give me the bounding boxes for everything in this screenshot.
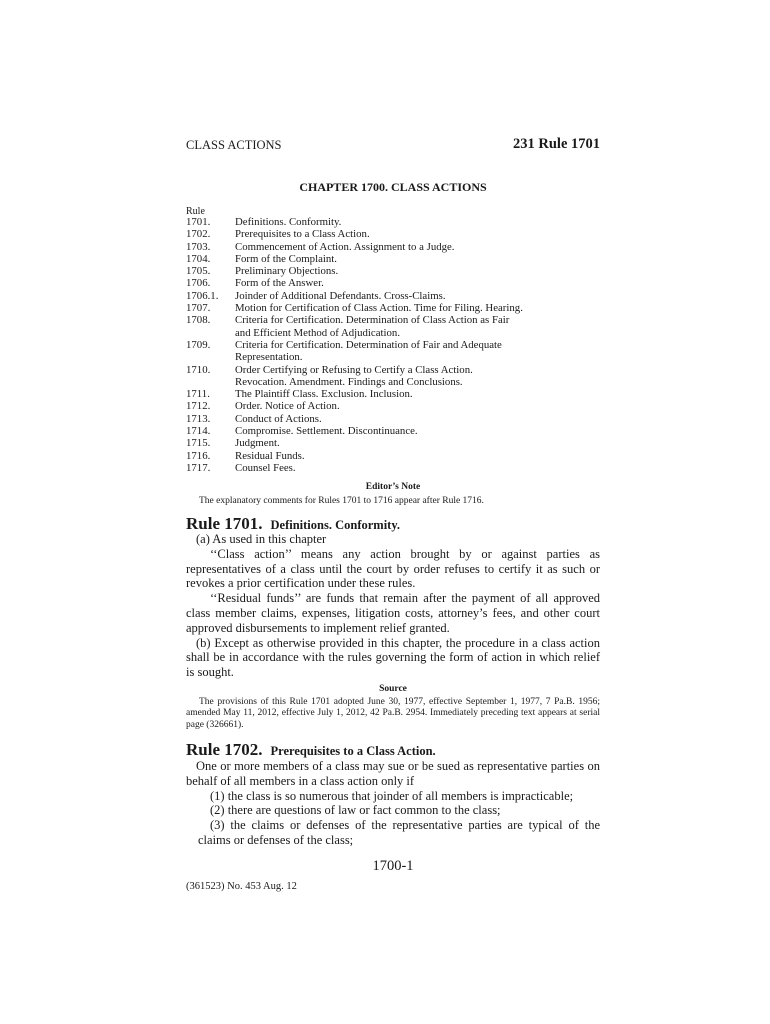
page-number: 1700-1	[372, 858, 414, 874]
rule-1701-heading	[186, 514, 600, 534]
toc-row	[186, 314, 600, 326]
toc-row	[186, 425, 600, 437]
source-text: The provisions of this Rule 1701 adopted June 30, 1977, effective September 1, 1977, 7 Pa.B. 1956; amended May 11, 2012, effective July 1, 2012, 42 Pa.B. 2954. Immediately preceding text appears at serial page (326661).	[186, 697, 600, 730]
editors-note-heading: Editor’s Note	[365, 482, 421, 492]
running-head-left: CLASS ACTIONS	[186, 138, 282, 152]
toc-rule-title: Representation.	[235, 351, 303, 364]
rule-1701-class-action-definition: ‘‘Class action’’ means any action brought by or against parties as representatives of a class until the court by order refuses to certify it as such or revokes a prior certification under these rules.	[186, 546, 600, 591]
toc-rule-number: 1708.	[186, 314, 211, 327]
toc-rule-number	[186, 351, 235, 363]
rule-1702-intro: One or more members of a class may sue or be sued as representative parties on behalf of all members in a class action only if	[186, 759, 600, 788]
editors-note-text: The explanatory comments for Rules 1701 to 1716 appear after Rule 1716.	[199, 496, 484, 506]
running-head-right: 231 Rule 1701	[513, 136, 600, 152]
toc-rule-title: The Plaintiff Class. Exclusion. Inclusion.	[235, 388, 413, 401]
toc-rule-title: Prerequisites to a Class Action.	[235, 228, 370, 241]
source-heading: Source	[379, 684, 407, 694]
toc-rule-title: Revocation. Amendment. Findings and Conclusions.	[235, 375, 463, 388]
toc-row	[186, 290, 600, 302]
toc-rule-number: 1711.	[186, 388, 210, 401]
toc-row	[186, 376, 600, 388]
chapter-title: CHAPTER 1700. CLASS ACTIONS	[299, 180, 487, 194]
rule-1702-number: Rule 1702.	[186, 740, 263, 759]
toc-rule-title: Compromise. Settlement. Discontinuance.	[235, 425, 418, 438]
toc-rule-title: Motion for Certification of Class Action. Time for Filing. Hearing.	[235, 302, 523, 315]
rule-contents-list	[186, 216, 600, 474]
rule-1702-item-2: (2) there are questions of law or fact common to the class;	[210, 803, 501, 818]
toc-row	[186, 265, 600, 277]
toc-rule-title: Order Certifying or Refusing to Certify a Class Action.	[235, 363, 473, 376]
toc-row	[186, 450, 600, 462]
toc-row	[186, 253, 600, 265]
toc-rule-title: Conduct of Actions.	[235, 412, 322, 425]
toc-row	[186, 228, 600, 240]
toc-rule-number: 1705.	[186, 265, 211, 278]
toc-rule-title: Order. Notice of Action.	[235, 400, 340, 413]
toc-rule-number: 1714.	[186, 425, 211, 438]
rule-1702-heading	[186, 740, 600, 760]
toc-rule-number: 1706.	[186, 277, 211, 290]
toc-rule-title: Definitions. Conformity.	[235, 216, 342, 228]
rule-1702-item-3: (3) the claims or defenses of the representative parties are typical of the claims or defenses of the class;	[198, 818, 600, 847]
toc-rule-title: and Efficient Method of Adjudication.	[235, 326, 401, 339]
toc-rule-number: 1707.	[186, 302, 211, 315]
toc-row	[186, 388, 600, 400]
rule-1701-title: Definitions. Conformity.	[270, 518, 401, 532]
toc-row	[186, 462, 600, 474]
toc-row	[186, 400, 600, 412]
toc-row	[186, 241, 600, 253]
toc-row	[186, 216, 600, 228]
toc-rule-number: 1712.	[186, 400, 211, 413]
footer-code: (361523) No. 453 Aug. 12	[186, 881, 297, 892]
toc-rule-number: 1713.	[186, 412, 211, 425]
toc-rule-number: 1702.	[186, 228, 211, 241]
toc-rule-number: 1701.	[186, 216, 211, 228]
toc-rule-title: Form of the Answer.	[235, 277, 324, 290]
toc-rule-title: Criteria for Certification. Determination of Class Action as Fair	[235, 314, 510, 327]
toc-rule-title: Judgment.	[235, 437, 280, 450]
running-head	[186, 136, 600, 156]
toc-rule-number: 1704.	[186, 252, 211, 265]
toc-rule-number	[186, 327, 235, 339]
rule-1701-residual-funds-definition: ‘‘Residual funds’’ are funds that remain after the payment of all approved class member claims, expenses, litigation costs, attorney’s fees, and other court approved disbursements to implement relief granted.	[186, 591, 600, 635]
toc-rule-number: 1709.	[186, 338, 211, 351]
rule-1702-body	[186, 759, 600, 848]
toc-rule-number: 1703.	[186, 240, 211, 253]
rule-1702-title: Prerequisites to a Class Action.	[270, 744, 436, 758]
toc-rule-number: 1710.	[186, 363, 211, 376]
rule-1702-item-1: (1) the class is so numerous that joinder of all members is impracticable;	[210, 788, 574, 803]
toc-rule-number: 1717.	[186, 461, 211, 474]
rule-1701-number: Rule 1701.	[186, 514, 263, 533]
rule-1701-body	[186, 532, 600, 680]
toc-rule-number: 1715.	[186, 437, 211, 450]
toc-rule-title: Residual Funds.	[235, 449, 305, 462]
toc-row	[186, 364, 600, 376]
toc-rule-number	[186, 376, 235, 388]
toc-rule-number: 1716.	[186, 449, 211, 462]
toc-row	[186, 277, 600, 289]
toc-heading: Rule	[186, 206, 205, 217]
toc-rule-title: Preliminary Objections.	[235, 265, 339, 278]
toc-rule-title: Criteria for Certification. Determination of Fair and Adequate	[235, 338, 502, 351]
toc-row	[186, 437, 600, 449]
toc-row	[186, 302, 600, 314]
toc-row	[186, 327, 600, 339]
toc-rule-title: Joinder of Additional Defendants. Cross-Claims.	[235, 289, 446, 302]
toc-row	[186, 351, 600, 363]
toc-rule-title: Counsel Fees.	[235, 461, 296, 474]
toc-row	[186, 413, 600, 425]
rule-1701-para-a: (a) As used in this chapter	[196, 532, 327, 546]
toc-rule-number: 1706.1.	[186, 289, 219, 302]
rule-1701-para-b: (b) Except as otherwise provided in this chapter, the procedure in a class action shall be in accordance with the rules governing the form of action in which relief is sought.	[186, 635, 600, 680]
toc-rule-title: Form of the Complaint.	[235, 252, 337, 265]
toc-row	[186, 339, 600, 351]
toc-rule-title: Commencement of Action. Assignment to a Judge.	[235, 240, 455, 253]
